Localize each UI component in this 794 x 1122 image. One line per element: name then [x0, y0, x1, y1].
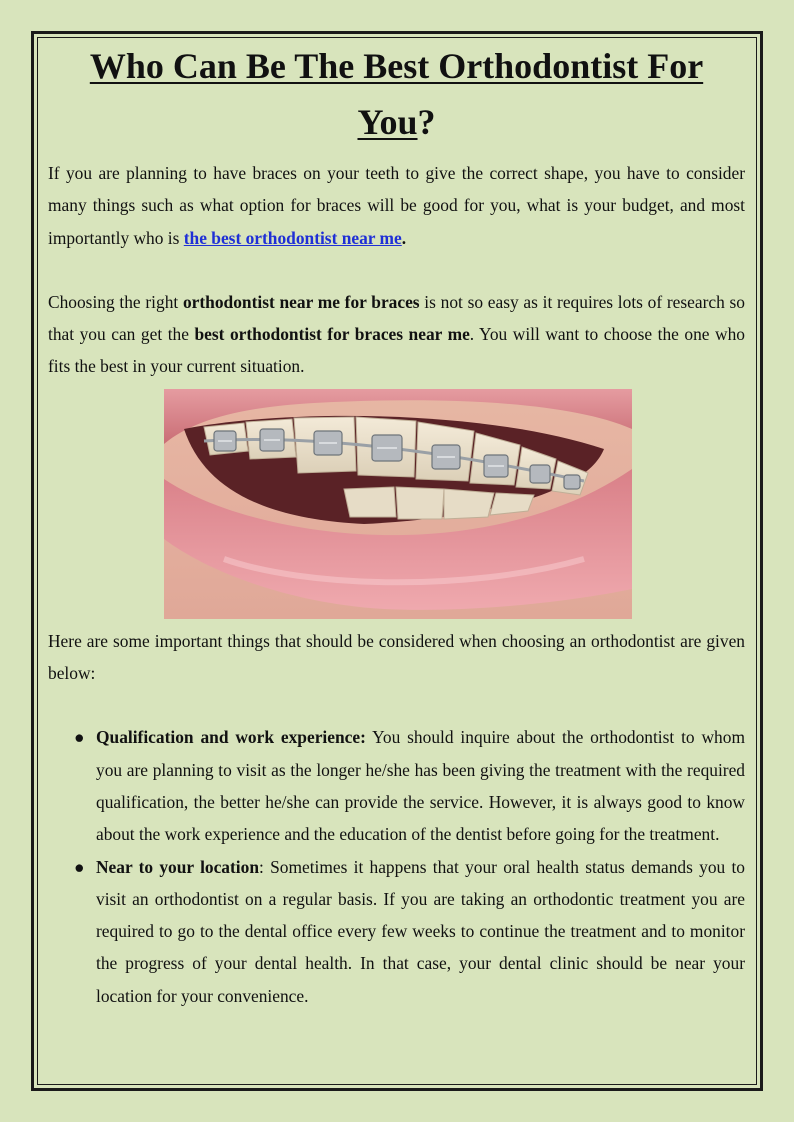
list-item — [48, 721, 745, 850]
braces-smile-image — [164, 389, 632, 619]
considerations-list — [48, 721, 745, 1012]
document-body — [48, 38, 745, 1012]
list-item-text: : Sometimes it happens that your oral health status demands you to visit an orthodontist on a regular basis. If you are taking an orthodontic treatment you are required to go to the dental office every few weeks to continue the treatment and to monitor the progress of your dental health. In that case, your dental clinic should be near your location for your convenience. — [96, 856, 745, 1006]
title-question-mark: ? — [417, 102, 436, 142]
best-orthodontist-link[interactable]: the best orthodontist near me — [183, 227, 402, 248]
intro-paragraph: If you are planning to have braces on your teeth to give the correct shape, you have to consider many things such as what option for braces will be good for you, what is your budget, and most importantly who is the best orthodontist near me. — [48, 163, 745, 248]
choosing-paragraph: Choosing the right orthodontist near me for braces is not so easy as it requires lots of research so that you can get the best orthodontist for braces near me. You will want to choose the one who fits the best in your current situation. — [48, 291, 745, 377]
bullet-icon: ● — [74, 727, 85, 748]
list-item-heading: Near to your location — [96, 856, 259, 877]
considerations-paragraph: Here are some important things that should be considered when choosing an orthodontist are given below: — [48, 630, 745, 684]
page-title — [48, 38, 745, 150]
list-item — [48, 851, 745, 1012]
title-line-2: You — [357, 102, 418, 142]
list-item-heading: Qualification and work experience: — [96, 727, 366, 748]
keyword-orthodontist-near-me: orthodontist near me for braces — [182, 291, 420, 312]
keyword-best-orthodontist: best orthodontist for braces near me — [194, 324, 470, 345]
bullet-icon: ● — [74, 856, 85, 877]
title-line-1: Who Can Be The Best Orthodontist For — [89, 46, 704, 86]
list-item-text: You should inquire about the orthodontist to whom you are planning to visit as the longer he/she has been giving the treatment with the required qualification, the better he/she can provide the service. However, it is always good to know about the work experience and the education of the dentist before going for the treatment. — [96, 727, 745, 845]
